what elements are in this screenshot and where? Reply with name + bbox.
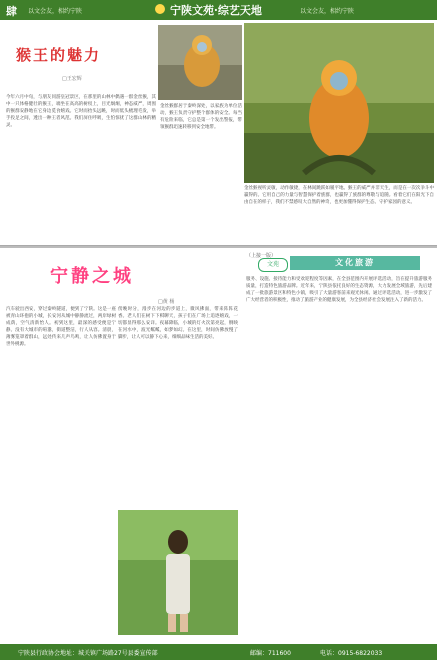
page-number: 肆 [6, 5, 17, 18]
header-logo-icon [155, 4, 165, 14]
footer-postcode: 邮编：711600 [250, 650, 291, 657]
column-banner: 文化旅游 [290, 256, 420, 270]
article2-body-mid: 傍晚时分，漫步在河边的步道上，微风拂面，带来阵阵花香。老人们在树下下棋聊天，孩子们在广场上追逐嬉戏，一切都显得那么安详。夜幕降临，小城的灯火次第亮起，倒映在河水中，波光粼粼，如梦如幻。在这里，时间仿佛放慢了脚步，让人可以静下心来，细细品味生活的美好。 [118, 307, 238, 340]
article1-author: □王宏辉 [62, 76, 82, 82]
monkey-photo-small [158, 25, 242, 100]
header-motto-right: 以文会友，相约宁陕 [300, 8, 355, 15]
section-divider [0, 246, 437, 248]
article1-body-b: 金丝猴群居于秦岭深处，以家族为单位活动，猴王负责守护整个群体的安全。每当有危险来临，它总是第一个发出警报，带领猴群迅速转移到安全地带。 [160, 104, 242, 130]
footer-phone: 电话：0915-6822033 [320, 650, 383, 657]
section-title: 宁陕文苑·综艺天地 [170, 4, 262, 17]
article1-body: 今年六月中旬，与朋友同游皇冠景区，在那里的山林中偶遇一群金丝猴，其中一只体格健壮的猴王，端坐在高高的树杈上，目光炯炯，神态威严，周围的猴群安静地在它身边觅食嬉戏。它时而抬头远眺，时而低头梳理毛发，举手投足之间，透出一种王者风范。我们屏住呼吸，生怕惊扰了这群山林的精灵。 [6, 95, 156, 128]
article2-title: 宁静之城 [50, 266, 134, 287]
article2-body-left: 汽车驶出西安，穿过秦岭隧道，便到了宁陕。这是一座被青山环抱的小城，长安河从城中静静流过，两岸绿树成荫，空气清新怡人。初到这里，最深的感受便是宁静。没有大城市的喧嚣，街道整洁，行人从容。清晨，薄雾笼罩着群山，远处传来几声鸟鸣，让人仿佛置身于世外桃源。 [6, 307, 116, 347]
header-motto-left: 以文会友，相约宁陕 [28, 8, 83, 15]
article3-body: 服务、设施、接待能力和受欢迎程度等因素，在全县范围内开展评选活动，旨在提升旅游服务质量，打造特色旅游品牌。近年来，宁陕县依托良好的生态资源，大力发展全域旅游，先后建成了一批旅游景区和特色小镇，吸引了大量游客前来观光休闲。通过评选活动，进一步激发了广大经营者的积极性，推动了旅游产业的健康发展，为全县经济社会发展注入了新的活力。 [246, 277, 432, 303]
page-header-bar [0, 0, 437, 20]
footer-address: 宁陕县行政协会地址：城关镇广场路27号县委宣传部 [18, 650, 158, 657]
article2-author: □黄 杨 [158, 299, 175, 305]
golden-monkey-photo [244, 23, 434, 183]
page-footer [0, 644, 437, 660]
article1-title: 猴王的魅力 [16, 46, 102, 64]
article1-right-body: 金丝猴视听灵敏，动作敏捷，在林间跳跃如履平地。猴王的威严并非天生，而是在一次次争斗中赢得的。它用自己的力量与智慧保护着族群，也赢得了族群的尊敬与追随。看着它们在阳光下自由自在的样子，我们不禁感叹大自然的神奇，也更加懂得保护生态、守护家园的意义。 [244, 186, 434, 205]
column-badge: 文苑 [258, 258, 288, 272]
continued-note: （上接一版） [246, 253, 277, 259]
woman-photo [118, 510, 238, 635]
